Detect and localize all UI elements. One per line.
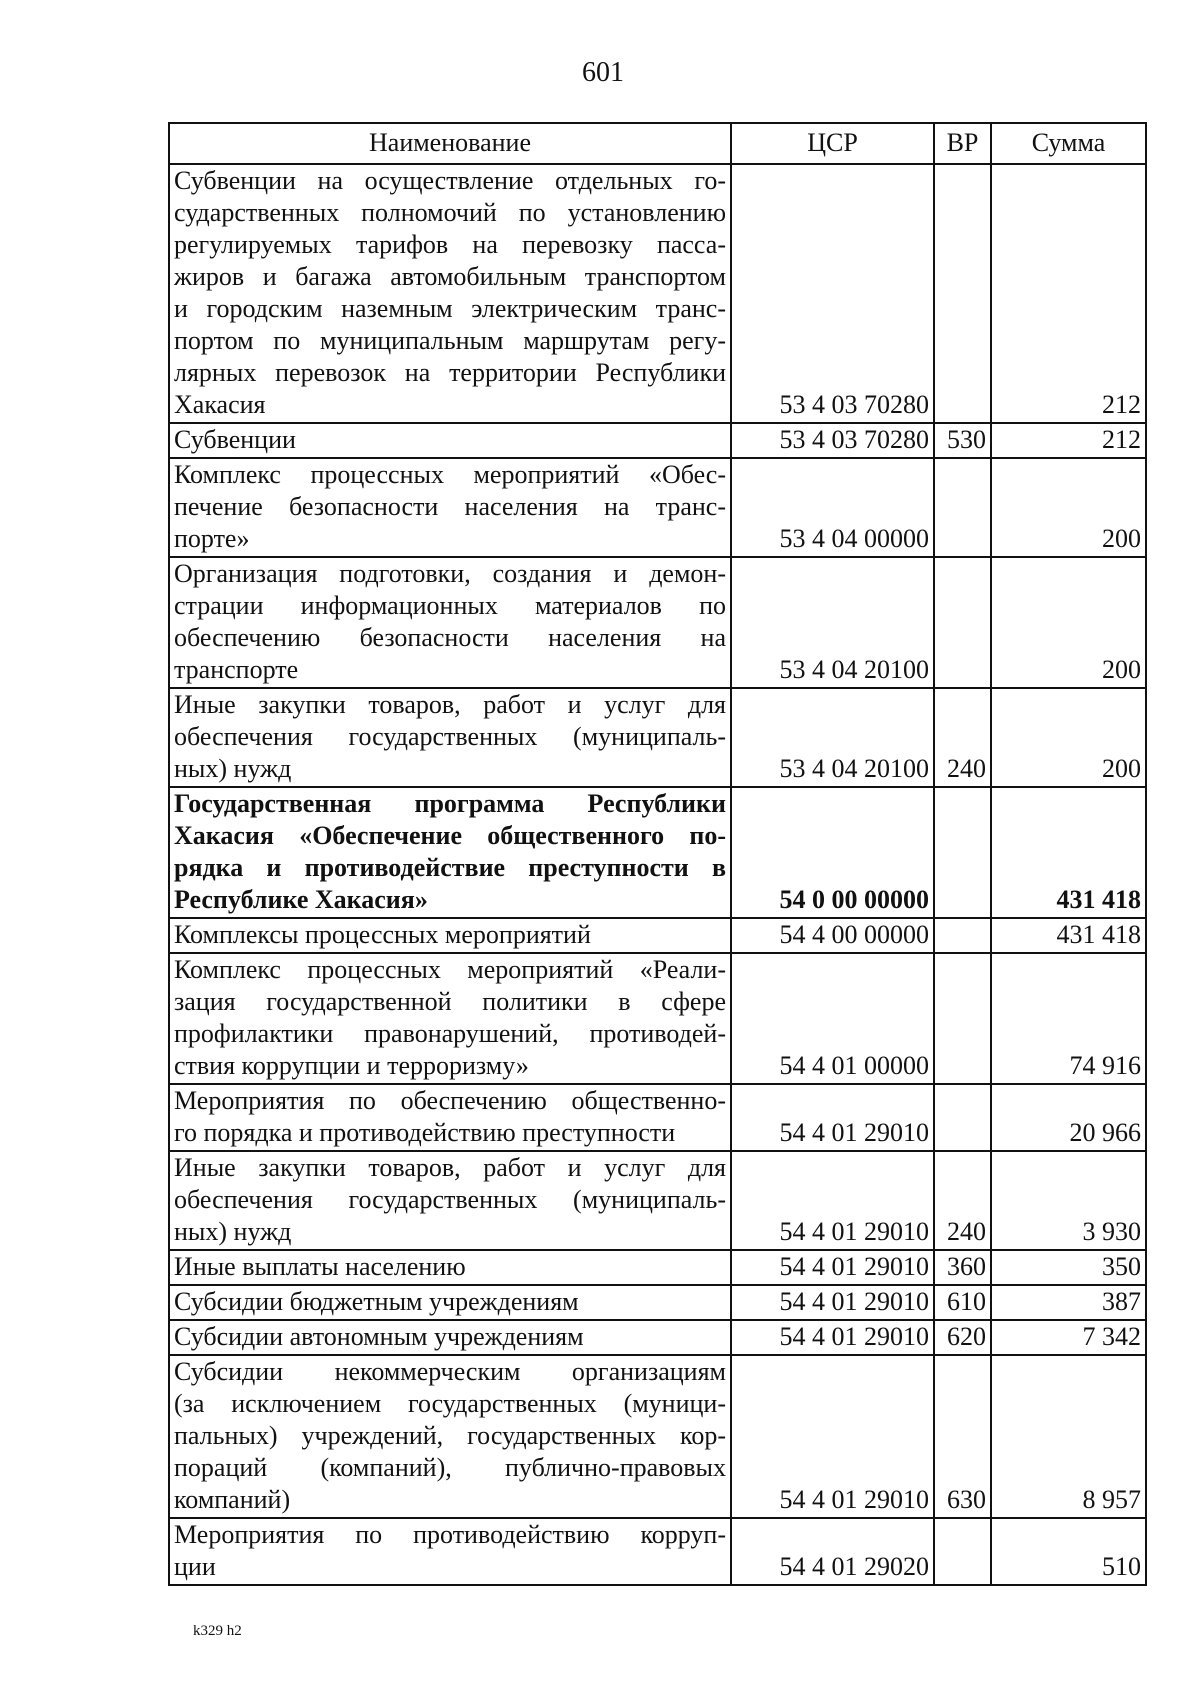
cell-name xyxy=(169,918,731,953)
name-line: Иные выплаты населению xyxy=(174,1252,466,1281)
cell-name xyxy=(169,1151,731,1250)
name-line: Хакасия «Обеспечение общественного по- xyxy=(174,821,726,850)
cell-csr: 53 4 04 20100 xyxy=(731,557,934,688)
cell-vr xyxy=(934,164,991,423)
table-row xyxy=(169,164,1146,423)
name-line: Мероприятия по обеспечению общественно- xyxy=(174,1086,726,1115)
cell-csr: 54 4 01 29020 xyxy=(731,1518,934,1585)
name-line: Республике Хакасия» xyxy=(174,885,428,914)
cell-name xyxy=(169,458,731,557)
name-line: обеспечения государственных (муниципаль- xyxy=(174,1185,726,1214)
table-row-program xyxy=(169,787,1146,918)
cell-sum: 212 xyxy=(991,423,1146,458)
cell-csr: 53 4 04 00000 xyxy=(731,458,934,557)
name-line: Комплекс процессных мероприятий «Обес- xyxy=(174,460,726,489)
header-row xyxy=(169,123,1146,164)
cell-name xyxy=(169,1518,731,1585)
cell-vr: 360 xyxy=(934,1250,991,1285)
cell-sum: 20 966 xyxy=(991,1084,1146,1151)
name-line: Государственная программа Республики xyxy=(174,789,726,818)
cell-csr: 54 4 01 00000 xyxy=(731,953,934,1084)
cell-vr xyxy=(934,458,991,557)
cell-name xyxy=(169,1084,731,1151)
name-line: жиров и багажа автомобильным транспортом xyxy=(174,262,726,291)
name-line: Иные закупки товаров, работ и услуг для xyxy=(174,1153,726,1182)
cell-name xyxy=(169,423,731,458)
name-line: и городским наземным электрическим транс- xyxy=(174,294,726,323)
name-line: Субвенции xyxy=(174,425,296,454)
cell-sum: 431 418 xyxy=(991,787,1146,918)
cell-sum: 387 xyxy=(991,1285,1146,1320)
table-row xyxy=(169,1250,1146,1285)
cell-vr xyxy=(934,1518,991,1585)
cell-csr: 53 4 04 20100 xyxy=(731,688,934,787)
cell-sum: 7 342 xyxy=(991,1320,1146,1355)
table-row xyxy=(169,557,1146,688)
table-row xyxy=(169,1518,1146,1585)
cell-name xyxy=(169,1355,731,1518)
table-row xyxy=(169,1320,1146,1355)
cell-vr xyxy=(934,953,991,1084)
cell-name xyxy=(169,688,731,787)
name-line: Субвенции на осуществление отдельных го- xyxy=(174,166,726,195)
name-line: рядка и противодействие преступности в xyxy=(174,853,726,882)
cell-name xyxy=(169,557,731,688)
footer-code: k329 h2 xyxy=(193,1623,242,1639)
cell-vr: 620 xyxy=(934,1320,991,1355)
cell-vr: 610 xyxy=(934,1285,991,1320)
table-row xyxy=(169,1151,1146,1250)
name-line: порте» xyxy=(174,524,250,553)
header-sum: Сумма xyxy=(991,123,1146,164)
name-line: Иные закупки товаров, работ и услуг для xyxy=(174,690,726,719)
name-line: ных) нужд xyxy=(174,754,292,783)
cell-csr: 53 4 03 70280 xyxy=(731,164,934,423)
table-row xyxy=(169,1084,1146,1151)
name-line: ствия коррупции и терроризму» xyxy=(174,1051,529,1080)
cell-vr: 240 xyxy=(934,688,991,787)
cell-csr: 54 4 01 29010 xyxy=(731,1320,934,1355)
name-line: транспорте xyxy=(174,655,299,684)
cell-sum: 200 xyxy=(991,688,1146,787)
cell-csr: 54 4 01 29010 xyxy=(731,1084,934,1151)
name-line: Субсидии автономным учреждениям xyxy=(174,1322,584,1351)
name-line: страции информационных материалов по xyxy=(174,591,726,620)
header-csr: ЦСР xyxy=(731,123,934,164)
table-row xyxy=(169,423,1146,458)
cell-name xyxy=(169,953,731,1084)
name-line: лярных перевозок на территории Республики xyxy=(174,358,726,387)
name-line: профилактики правонарушений, противодей- xyxy=(174,1019,726,1048)
name-line: Субсидии некоммерческим организациям xyxy=(174,1357,726,1386)
table-row xyxy=(169,1355,1146,1518)
cell-name xyxy=(169,787,731,918)
cell-vr xyxy=(934,918,991,953)
name-line: печение безопасности населения на транс- xyxy=(174,492,726,521)
table-row xyxy=(169,688,1146,787)
cell-vr xyxy=(934,557,991,688)
cell-csr: 54 4 00 00000 xyxy=(731,918,934,953)
header-vr: ВР xyxy=(934,123,991,164)
name-line: Комплексы процессных мероприятий xyxy=(174,920,591,949)
cell-sum: 8 957 xyxy=(991,1355,1146,1518)
budget-table xyxy=(168,122,1147,1586)
cell-name xyxy=(169,1320,731,1355)
cell-vr: 630 xyxy=(934,1355,991,1518)
cell-sum: 350 xyxy=(991,1250,1146,1285)
name-line: ных) нужд xyxy=(174,1217,292,1246)
name-line: Комплекс процессных мероприятий «Реали- xyxy=(174,955,726,984)
name-line: Организация подготовки, создания и демон- xyxy=(174,559,726,588)
name-line: зация государственной политики в сфере xyxy=(174,987,726,1016)
cell-vr: 530 xyxy=(934,423,991,458)
name-line: Мероприятия по противодействию корруп- xyxy=(174,1520,726,1549)
name-line: сударственных полномочий по установлению xyxy=(174,198,726,227)
name-line: пораций (компаний), публично-правовых xyxy=(174,1453,726,1482)
table-row xyxy=(169,458,1146,557)
name-line: пальных) учреждений, государственных кор- xyxy=(174,1421,726,1450)
name-line: регулируемых тарифов на перевозку пасса- xyxy=(174,230,726,259)
cell-vr: 240 xyxy=(934,1151,991,1250)
header-name: Наименование xyxy=(169,123,731,164)
cell-sum: 74 916 xyxy=(991,953,1146,1084)
name-line: портом по муниципальным маршрутам регу- xyxy=(174,326,726,355)
cell-csr: 54 4 01 29010 xyxy=(731,1285,934,1320)
cell-name xyxy=(169,164,731,423)
name-line: обеспечению безопасности населения на xyxy=(174,623,726,652)
name-line: компаний) xyxy=(174,1485,291,1514)
cell-sum: 510 xyxy=(991,1518,1146,1585)
cell-csr: 54 4 01 29010 xyxy=(731,1355,934,1518)
cell-sum: 3 930 xyxy=(991,1151,1146,1250)
name-line: го порядка и противодействию преступности xyxy=(174,1118,676,1147)
name-line: (за исключением государственных (муници- xyxy=(174,1389,726,1418)
name-line: Субсидии бюджетным учреждениям xyxy=(174,1287,579,1316)
cell-csr: 54 0 00 00000 xyxy=(731,787,934,918)
page-number: 601 xyxy=(582,57,624,88)
table-row xyxy=(169,1285,1146,1320)
cell-csr: 54 4 01 29010 xyxy=(731,1250,934,1285)
cell-name xyxy=(169,1250,731,1285)
name-line: обеспечения государственных (муниципаль- xyxy=(174,722,726,751)
cell-sum: 431 418 xyxy=(991,918,1146,953)
cell-sum: 200 xyxy=(991,557,1146,688)
cell-csr: 54 4 01 29010 xyxy=(731,1151,934,1250)
table-row xyxy=(169,953,1146,1084)
name-line: Хакасия xyxy=(174,390,266,419)
cell-sum: 200 xyxy=(991,458,1146,557)
table-row xyxy=(169,918,1146,953)
cell-vr xyxy=(934,1084,991,1151)
cell-sum: 212 xyxy=(991,164,1146,423)
name-line: ции xyxy=(174,1552,216,1581)
cell-name xyxy=(169,1285,731,1320)
cell-vr xyxy=(934,787,991,918)
cell-csr: 53 4 03 70280 xyxy=(731,423,934,458)
